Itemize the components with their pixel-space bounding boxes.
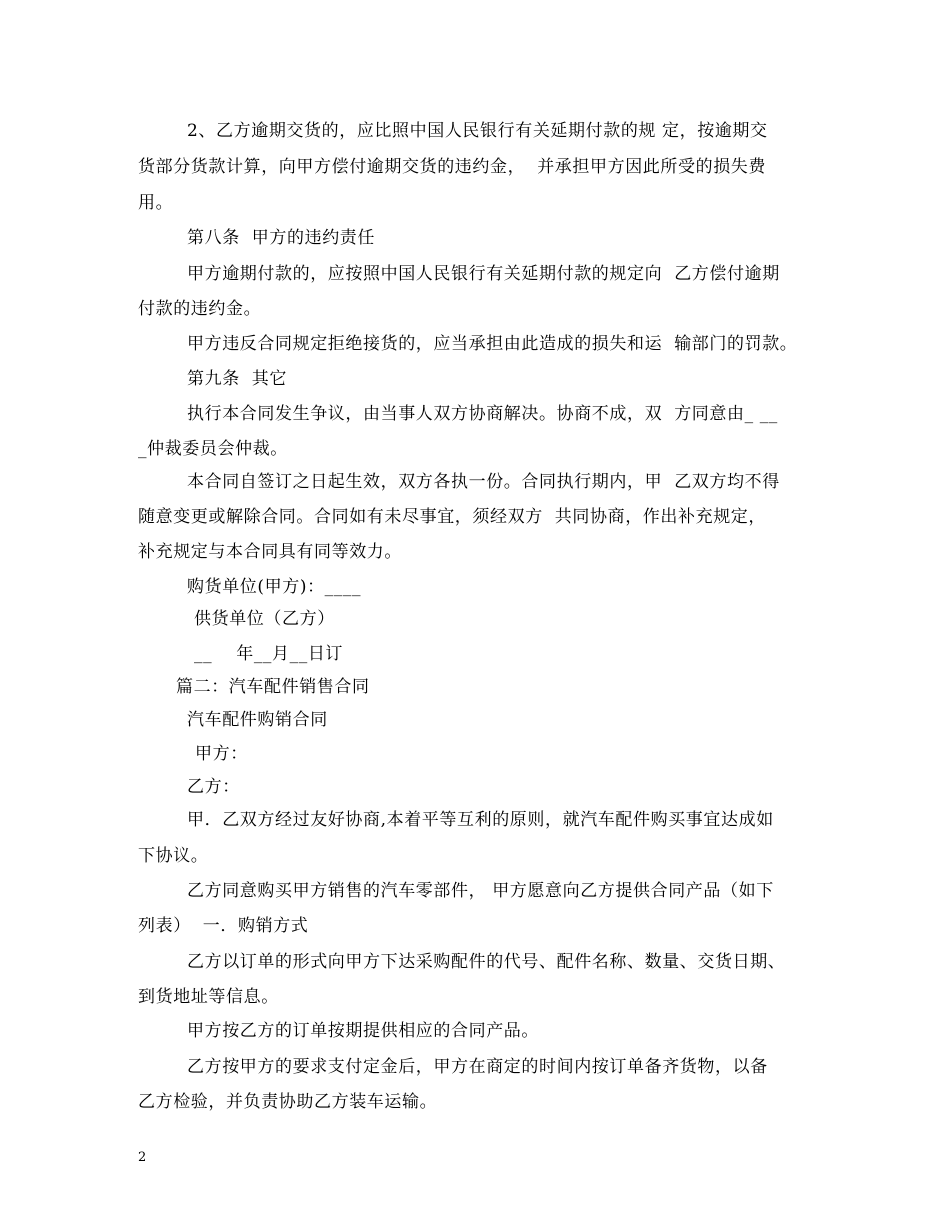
party-b-line: 乙方： [187, 777, 240, 797]
text-line: 甲．乙双方经过友好协商,本着平等互利的原则，就汽车配件购买事宜达成如 [187, 810, 774, 830]
text-line: 补充规定与本合同具有同等效力。 [138, 542, 402, 562]
text-line: 甲方违反合同规定拒绝接货的，应当承担由此造成的损失和运 输部门的罚款。 [187, 334, 798, 354]
text-line: 乙方检验，并负责协助乙方装车运输。 [138, 1092, 438, 1112]
party-a-line: 甲方： [195, 744, 248, 764]
text-line: 甲方逾期付款的，应按照中国人民银行有关延期付款的规定向 乙方偿付逾期 [187, 264, 780, 284]
text-line: 甲方按乙方的订单按期提供相应的合同产品。 [187, 1021, 539, 1041]
section-heading: 第八条 甲方的违约责任 [187, 228, 376, 248]
section-heading: 第九条 其它 [187, 369, 288, 389]
text-line: 货部分货款计算，向甲方偿付逾期交货的违约金， 并承担甲方因此所受的损失费 [138, 157, 767, 177]
text-line: 乙方同意购买甲方销售的汽车零部件， 甲方愿意向乙方提供合同产品（如下 [187, 881, 774, 901]
text-line: 2、乙方逾期交货的，应比照中国人民银行有关延期付款的规 定，按逾期交 [187, 121, 768, 141]
part-title: 篇二：汽车配件销售合同 [176, 677, 370, 697]
date-line: __ 年__月__日订 [194, 644, 344, 664]
page-number: 2 [138, 1150, 147, 1165]
text-line: 列表） 一．购销方式 [138, 916, 309, 936]
text-line: 乙方按甲方的要求支付定金后，甲方在商定的时间内按订单备齐货物，以备 [187, 1057, 768, 1077]
text-line: 下协议。 [138, 846, 209, 866]
contract-title: 汽车配件购销合同 [187, 710, 328, 730]
text-line: 付款的违约金。 [138, 299, 262, 319]
text-line: 随意变更或解除合同。合同如有未尽事宜，须经双方 共同协商，作出补充规定， [138, 507, 767, 527]
text-line: 用。 [138, 193, 174, 213]
text-line: _仲裁委员会仲裁。 [138, 439, 288, 459]
text-line: 到货地址等信息。 [138, 987, 279, 1007]
text-line: 执行本合同发生争议，由当事人双方协商解决。协商不成，双 方同意由_ __ [187, 404, 778, 424]
buyer-signature-line: 购货单位(甲方)：____ [187, 577, 362, 597]
text-line: 本合同自签订之日起生效，双方各执一份。合同执行期内，甲 乙双方均不得 [187, 472, 780, 492]
text-line: 乙方以订单的形式向甲方下达采购配件的代号、配件名称、数量、交货日期、 [187, 952, 786, 972]
supplier-signature-line: 供货单位（乙方） [194, 609, 335, 629]
